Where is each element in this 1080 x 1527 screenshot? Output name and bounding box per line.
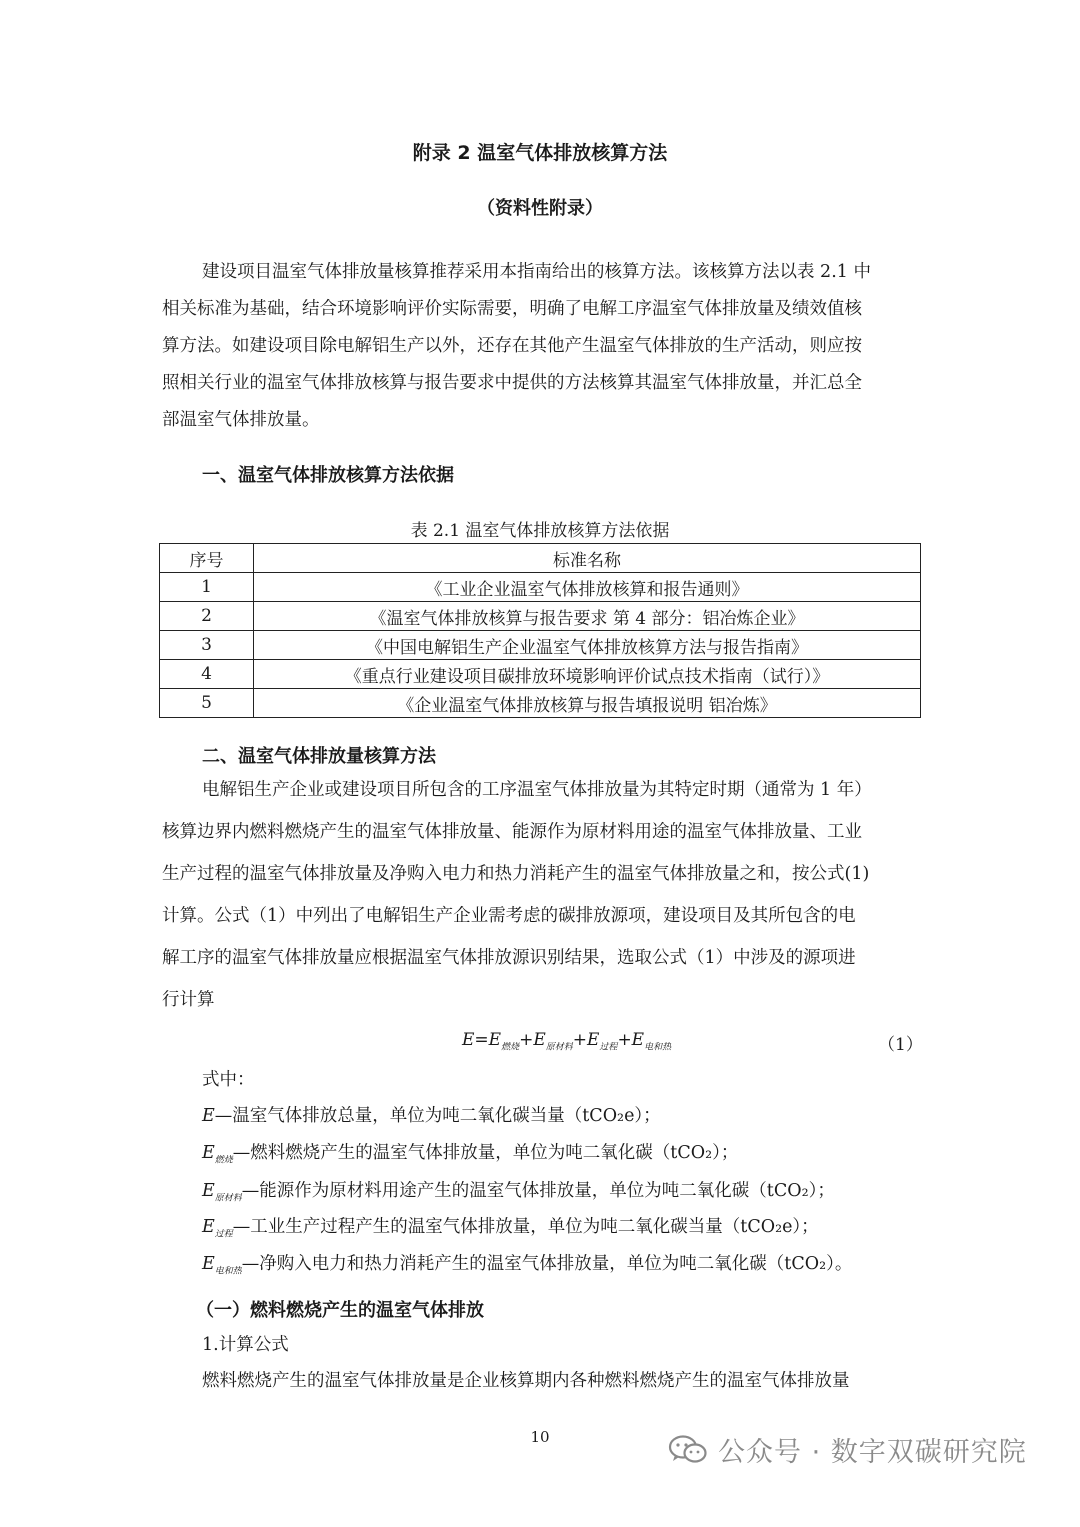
symbol: E: [202, 1217, 215, 1237]
definition-line: [202, 1139, 738, 1166]
symbol: E: [202, 1143, 215, 1163]
method-line: 电解铝生产企业或建设项目所包含的工序温室气体排放量为其特定时期（通常为 1 年）: [202, 780, 872, 800]
definition-line: [202, 1102, 661, 1129]
symbol-subscript: 原材料: [214, 1193, 242, 1204]
table-cell: 《重点行业建设项目碳排放环境影响评价试点技术指南（试行）》: [254, 660, 921, 689]
watermark-text: 公众号 · 数字双碳研究院: [718, 1437, 1027, 1468]
table-header-row: [160, 544, 921, 573]
formula-subscript: 电和热: [644, 1042, 672, 1053]
table-cell: 《工业企业温室气体排放核算和报告通则》: [254, 573, 921, 602]
symbol-subscript: 过程: [214, 1229, 233, 1240]
item-heading: 1.计算公式: [202, 1335, 289, 1355]
subsection-heading-fuel: （一）燃料燃烧产生的温室气体排放: [196, 1300, 484, 1321]
watermark: [668, 1430, 1027, 1469]
page-title: 附录 2 温室气体排放核算方法: [412, 142, 668, 164]
symbol: E: [202, 1181, 215, 1201]
intro-line: 相关标准为基础，结合环境影响评价实际需要，明确了电解工序温室气体排放量及绩效值核: [162, 299, 862, 319]
table-header-cell: 标准名称: [254, 544, 921, 573]
formula-term: +E: [519, 1030, 546, 1050]
definition-text: —燃料燃烧产生的温室气体排放量，单位为吨二氧化碳（tCO₂）；: [232, 1143, 739, 1163]
standards-table: [159, 543, 921, 718]
table-row: [160, 660, 921, 689]
page-subtitle: （资料性附录）: [477, 198, 603, 219]
definition-line: [202, 1177, 835, 1204]
definition-line: [202, 1250, 852, 1277]
formula-term: E=E: [462, 1030, 502, 1050]
formula-subscript: 过程: [599, 1042, 618, 1053]
where-label: 式中：: [202, 1070, 255, 1090]
section-heading-basis: 一、温室气体排放核算方法依据: [202, 465, 454, 486]
method-line: 计算。公式（1）中列出了电解铝生产企业需考虑的碳排放源项，建设项目及其所包含的电: [162, 906, 856, 926]
table-cell: 5: [160, 689, 254, 718]
intro-paragraph: [162, 254, 918, 439]
table-header-cell: 序号: [160, 544, 254, 573]
symbol: E: [202, 1106, 215, 1126]
table-caption: 表 2.1 温室气体排放核算方法依据: [410, 521, 670, 541]
emission-formula: [462, 1030, 671, 1052]
table-cell: 2: [160, 602, 254, 631]
intro-line: 照相关行业的温室气体排放核算与报告要求中提供的方法核算其温室气体排放量，并汇总全: [162, 373, 862, 393]
intro-line: 部温室气体排放量。: [162, 410, 320, 430]
definition-text: —能源作为原材料用途产生的温室气体排放量，单位为吨二氧化碳（tCO₂）；: [241, 1181, 835, 1201]
symbol-subscript: 燃烧: [214, 1155, 233, 1166]
formula-term: +E: [572, 1030, 600, 1050]
method-line: 解工序的温室气体排放量应根据温室气体排放源识别结果，选取公式（1）中涉及的源项进: [162, 948, 856, 968]
body-line: 燃料燃烧产生的温室气体排放量是企业核算期内各种燃料燃烧产生的温室气体排放量: [202, 1371, 850, 1391]
page-number: 10: [530, 1428, 550, 1446]
symbol: E: [202, 1254, 215, 1274]
table-row: [160, 631, 921, 660]
table-cell: 《企业温室气体排放核算与报告填报说明 铝冶炼》: [254, 689, 921, 718]
definition-line: [202, 1213, 819, 1240]
table-row: [160, 602, 921, 631]
table-cell: 3: [160, 631, 254, 660]
wechat-icon: [668, 1434, 708, 1466]
method-paragraph: [162, 769, 918, 1021]
definition-text: —净购入电力和热力消耗产生的温室气体排放量，单位为吨二氧化碳（tCO₂）。: [241, 1254, 853, 1274]
table-row: [160, 689, 921, 718]
table-row: [160, 573, 921, 602]
intro-line: 算方法。如建设项目除电解铝生产以外，还存在其他产生温室气体排放的生产活动，则应按: [162, 336, 862, 356]
table-cell: 1: [160, 573, 254, 602]
definition-text: —工业生产过程产生的温室气体排放量，单位为吨二氧化碳当量（tCO₂e）；: [232, 1217, 819, 1237]
symbol-subscript: 电和热: [214, 1266, 242, 1277]
formula-number: （1）: [878, 1035, 923, 1055]
formula-term: +E: [617, 1030, 645, 1050]
table-cell: 4: [160, 660, 254, 689]
definition-text: —温室气体排放总量，单位为吨二氧化碳当量（tCO₂e）；: [214, 1106, 661, 1126]
table-cell: 《中国电解铝生产企业温室气体排放核算方法与报告指南》: [254, 631, 921, 660]
section-heading-method: 二、温室气体排放量核算方法: [202, 746, 436, 767]
method-line: 行计算: [162, 990, 215, 1010]
method-line: 核算边界内燃料燃烧产生的温室气体排放量、能源作为原材料用途的温室气体排放量、工业: [162, 822, 862, 842]
intro-line: 建设项目温室气体排放量核算推荐采用本指南给出的核算方法。该核算方法以表 2.1 中: [202, 262, 871, 282]
table-cell: 《温室气体排放核算与报告要求 第 4 部分：铝冶炼企业》: [254, 602, 921, 631]
formula-subscript: 燃烧: [501, 1042, 520, 1053]
method-line: 生产过程的温室气体排放量及净购入电力和热力消耗产生的温室气体排放量之和，按公式(1): [162, 864, 870, 884]
formula-subscript: 原材料: [545, 1042, 573, 1053]
